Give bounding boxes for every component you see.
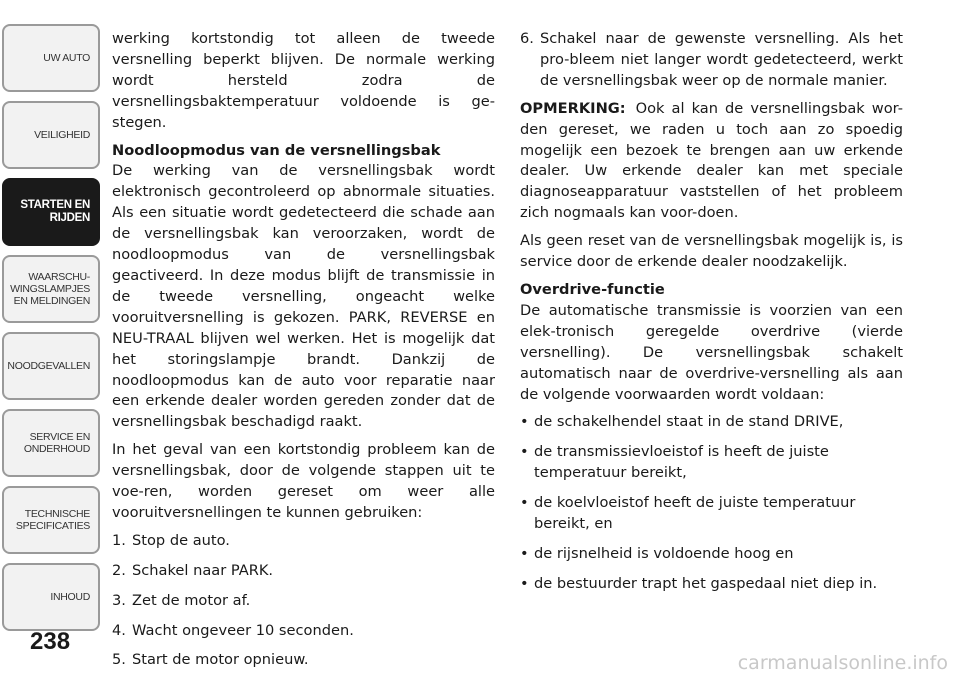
tab-inhoud[interactable] — [2, 563, 100, 631]
step-text: Wacht ongeveer 10 seconden. — [132, 621, 354, 639]
intro-paragraph: werking kortstondig tot alleen de tweede versnelling beperkt blijven. De normale werking wordt hersteld zodra de versnellingsbaktemperatuur voldoende is ge-stegen. — [112, 30, 495, 131]
list-item — [112, 621, 495, 642]
list-item — [520, 442, 903, 484]
list-item — [112, 531, 495, 552]
section-heading: Noodloopmodus van de versnellingsbak — [112, 141, 441, 159]
step-number: 2. — [112, 561, 126, 579]
tab-label: VEILIGHEID — [34, 129, 90, 141]
bullet-text: de rijsnelheid is voldoende hoog en — [534, 544, 794, 562]
tab-label: SERVICE EN ONDERHOUD — [23, 431, 90, 455]
step-number: 6. — [520, 30, 534, 47]
tab-veiligheid[interactable] — [2, 101, 100, 169]
bullet-text: de schakelhendel staat in de stand DRIVE, — [534, 413, 844, 431]
step-number: 4. — [112, 621, 126, 639]
bullet-icon: • — [520, 494, 529, 512]
tab-starten-en-rijden[interactable] — [2, 178, 100, 246]
list-item — [520, 412, 903, 433]
note-text: Ook al kan de versnellingsbak wor-den gereset, we raden u toch aan zo spoedig mogelijk een bezoek te brengen aan uw erkende dealer. Uw erkende dealer kan met speciale diagnoseapparatuur vaststellen of het probleem zich nogmaals kan voor-doen. — [520, 99, 903, 222]
tab-label: WAARSCHU- WINGSLAMPJES EN MELDINGEN — [10, 271, 90, 307]
tab-noodgevallen[interactable] — [2, 332, 100, 400]
tab-label: INHOUD — [50, 591, 90, 603]
bullet-icon: • — [520, 544, 529, 562]
tab-service-en-onderhoud[interactable] — [2, 409, 100, 477]
tab-label: TECHNISCHE SPECIFICATIES — [15, 508, 90, 532]
step-number: 1. — [112, 531, 126, 549]
bullet-text: de transmissievloeistof is heeft de juiste temperatuur bereikt, — [534, 443, 829, 482]
step-text: Start de motor opnieuw. — [132, 651, 309, 669]
list-item — [112, 561, 495, 582]
list-item — [520, 544, 903, 565]
note-label: OPMERKING: — [520, 99, 626, 117]
step-number: 5. — [112, 651, 126, 669]
list-item — [520, 574, 903, 595]
tab-label: STARTEN EN RIJDEN — [20, 199, 90, 224]
page-number: 238 — [30, 628, 71, 655]
bullet-text: de koelvloeistof heeft de juiste temperatuur bereikt, en — [534, 494, 856, 533]
bullet-text: de bestuurder trapt het gaspedaal niet diep in. — [534, 574, 878, 592]
tab-waarschuwingslampjes[interactable] — [2, 255, 100, 323]
left-column — [112, 29, 495, 678]
right-column — [520, 29, 903, 604]
note-paragraph — [520, 99, 903, 224]
reset-intro-paragraph: In het geval van een kortstondig probleem kan de versnellingsbak, door de volgende stappen uit te voe-ren, worden gereset om weer alle vooruitversnellingen te kunnen gebruiken: — [112, 441, 495, 521]
step-text: Schakel naar PARK. — [132, 561, 274, 579]
bullet-icon: • — [520, 574, 529, 592]
tab-label: UW AUTO — [43, 52, 90, 64]
bullet-icon: • — [520, 443, 529, 461]
list-item — [112, 591, 495, 612]
section-paragraph: De werking van de versnellingsbak wordt elektronisch gecontroleerd op abnormale situaties. Als een situatie wordt gedetecteerd die schade aan de versnellingsbak kan veroorzaken, wordt de noodloopmodus van de versnellingsbak geactiveerd. In deze modus blijft de transmissie in de tweede versnelling, ongeacht welke vooruitversnelling is gekozen. PARK, REVERSE en NEU-TRAAL blijven wel werken. Het is mogelijk dat het storingslampje brandt. Dankzij de noodloopmodus kan de auto voor reparatie naar een erkende dealer worden gereden zonder dat de versnellingsbak beschadigd raakt. — [112, 162, 495, 431]
step-text: Schakel naar de gewenste versnelling. Als het pro-bleem niet langer wordt gedetecteerd, werkt de versnellingsbak weer op de normale manier. — [540, 30, 903, 89]
step-number: 3. — [112, 591, 126, 609]
bullet-icon: • — [520, 413, 529, 431]
section-heading: Overdrive-functie — [520, 280, 665, 298]
tab-technische-specificaties[interactable] — [2, 486, 100, 554]
list-item — [520, 493, 903, 535]
list-item — [520, 29, 903, 92]
tab-uw-auto[interactable] — [2, 24, 100, 92]
no-reset-paragraph: Als geen reset van de versnellingsbak mogelijk is, is service door de erkende dealer noodzakelijk. — [520, 232, 903, 271]
step-text: Stop de auto. — [132, 531, 230, 549]
watermark: carmanualsonline.info — [737, 652, 948, 674]
section-paragraph: De automatische transmissie is voorzien van een elek-tronisch geregelde overdrive (vierde versnelling). De versnellingsbak schakelt automatisch naar de overdrive-versnelling als aan de volgende voorwaarden wordt voldaan: — [520, 301, 903, 403]
list-item — [112, 650, 495, 671]
tab-label: NOODGEVALLEN — [7, 360, 90, 372]
step-text: Zet de motor af. — [132, 591, 251, 609]
